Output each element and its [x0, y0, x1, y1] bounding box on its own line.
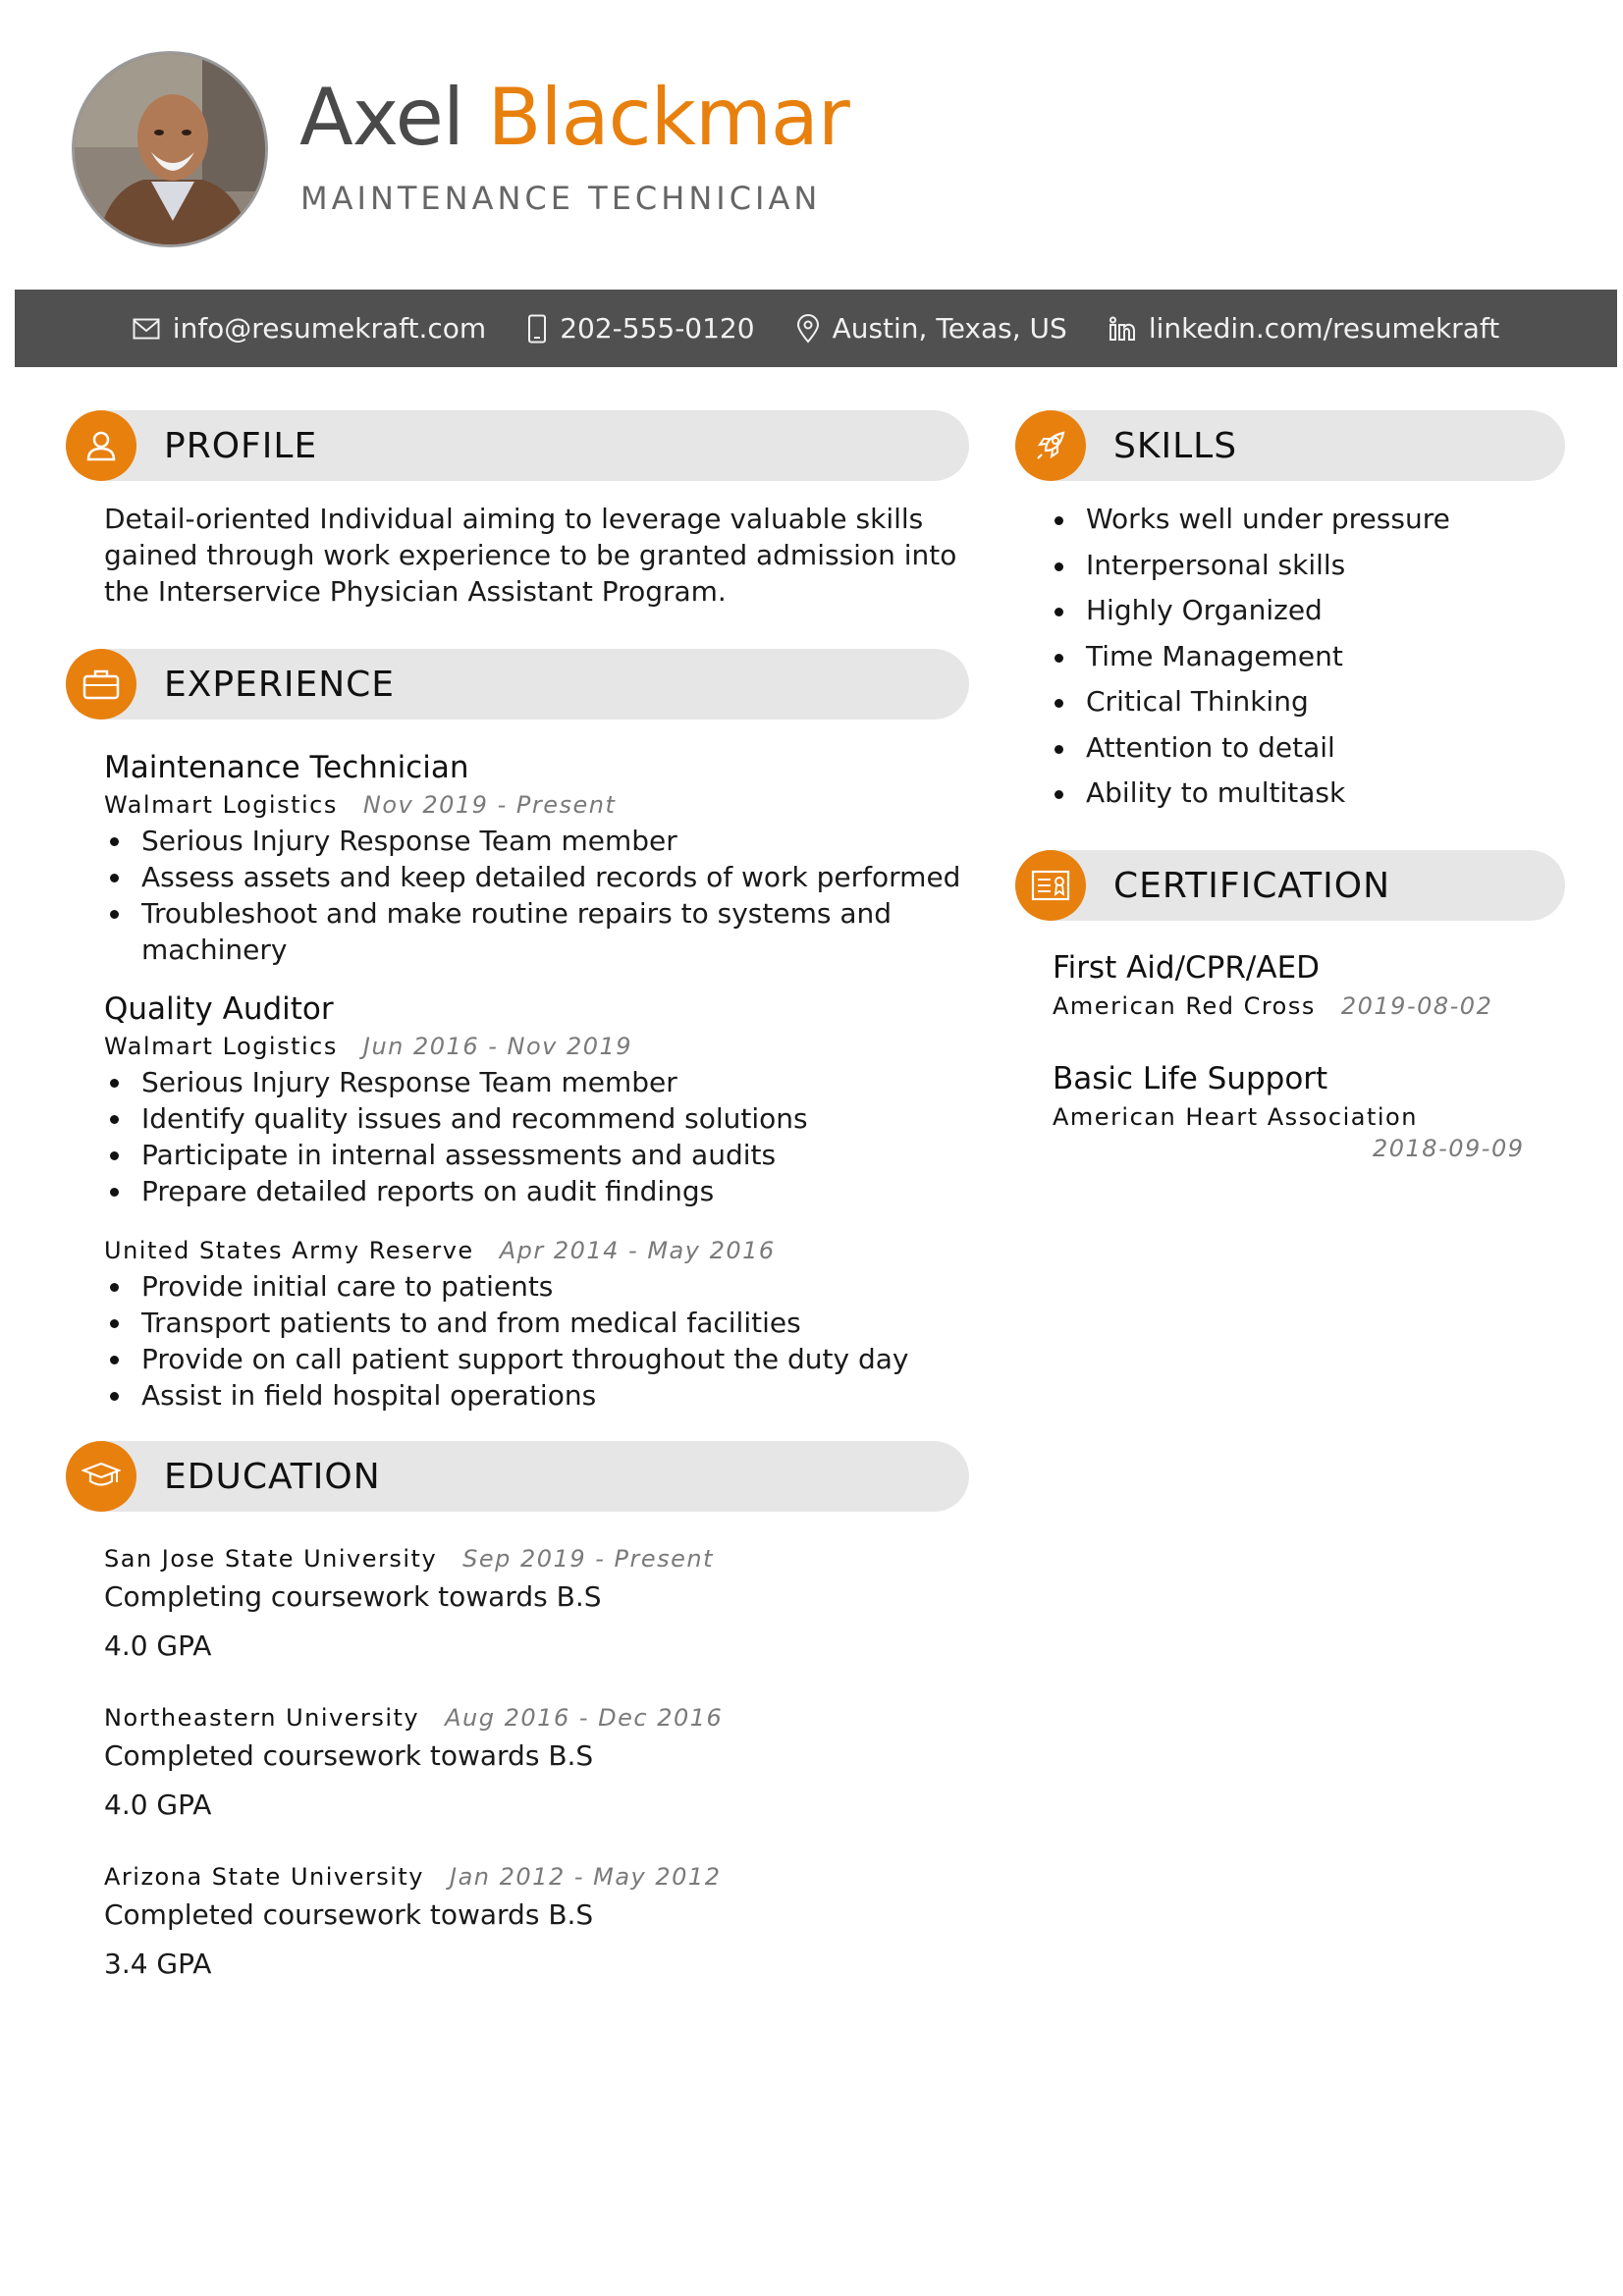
section-title: PROFILE: [164, 426, 318, 466]
section-title: CERTIFICATION: [1113, 866, 1391, 906]
linkedin-text: linkedin.com/resumekraft: [1148, 312, 1500, 345]
briefcase-icon: [66, 649, 136, 720]
experience-section-header: [66, 649, 969, 720]
list-item: Highly Organized: [1049, 588, 1559, 634]
job-title: Maintenance Technician: [104, 750, 469, 785]
certification-name: Basic Life Support: [1053, 1061, 1328, 1096]
linkedin-icon: [1109, 316, 1136, 342]
school-gpa: 3.4 GPA: [104, 1948, 212, 1980]
job-org-line: [104, 1033, 632, 1060]
education-section-header: [66, 1441, 969, 1512]
certification-issuer: American Heart Association: [1053, 1103, 1418, 1131]
contact-bar: [15, 290, 1617, 367]
profile-photo: [72, 51, 268, 247]
job-duties: [104, 823, 968, 968]
graduation-cap-icon: [66, 1441, 136, 1512]
contact-linkedin[interactable]: [1109, 312, 1499, 345]
list-item: Identify quality issues and recommend solutions: [104, 1100, 968, 1137]
school-line: [104, 1545, 714, 1573]
certification-date: 2019-08-02: [1340, 992, 1493, 1020]
phone-text: 202-555-0120: [560, 312, 755, 345]
job-dates: Apr 2014 - May 2016: [499, 1237, 776, 1264]
list-item: Participate in internal assessments and audits: [104, 1137, 968, 1173]
job-org-line: [104, 791, 616, 819]
list-item: Provide initial care to patients: [104, 1268, 968, 1305]
school-name: Northeastern University: [104, 1704, 420, 1732]
certification-date: 2018-09-09: [1373, 1135, 1525, 1162]
list-item: Provide on call patient support throughout the duty day: [104, 1341, 968, 1377]
school-dates: Aug 2016 - Dec 2016: [445, 1704, 724, 1732]
candidate-name: [299, 72, 849, 163]
skills-section-header: [1015, 410, 1565, 481]
job-employer: Walmart Logistics: [104, 791, 338, 819]
certification-org-line: [1053, 992, 1492, 1020]
first-name: Axel: [299, 72, 464, 163]
map-pin-icon: [796, 314, 820, 344]
contact-location: [796, 312, 1067, 345]
list-item: Interpersonal skills: [1049, 543, 1559, 589]
school-name: San Jose State University: [104, 1545, 438, 1573]
list-item: Serious Injury Response Team member: [104, 823, 968, 859]
job-duties: [104, 1268, 968, 1414]
school-description: Completed coursework towards B.S: [104, 1898, 594, 1931]
list-item: Assist in field hospital operations: [104, 1377, 968, 1414]
location-text: Austin, Texas, US: [832, 312, 1067, 345]
email-text: info@resumekraft.com: [172, 312, 487, 345]
contact-email[interactable]: [133, 312, 486, 345]
school-description: Completed coursework towards B.S: [104, 1739, 594, 1772]
certification-issuer-line: [1053, 1103, 1418, 1131]
envelope-icon: [133, 318, 160, 340]
school-gpa: 4.0 GPA: [104, 1629, 212, 1662]
list-item: Critical Thinking: [1049, 679, 1559, 725]
phone-icon: [527, 314, 547, 344]
school-line: [104, 1704, 723, 1732]
list-item: Serious Injury Response Team member: [104, 1064, 968, 1100]
certification-issuer: American Red Cross: [1053, 992, 1316, 1020]
list-item: Prepare detailed reports on audit findings: [104, 1173, 968, 1209]
job-role: MAINTENANCE TECHNICIAN: [300, 180, 822, 217]
profile-section-header: [66, 410, 969, 481]
list-item: Works well under pressure: [1049, 497, 1559, 543]
school-description: Completing coursework towards B.S: [104, 1580, 602, 1613]
list-item: Attention to detail: [1049, 725, 1559, 772]
last-name: Blackmar: [487, 72, 849, 163]
job-org-line: [104, 1237, 776, 1264]
list-item: Ability to multitask: [1049, 771, 1559, 817]
school-gpa: 4.0 GPA: [104, 1789, 212, 1821]
certification-section-header: [1015, 850, 1565, 921]
job-title: Quality Auditor: [104, 991, 334, 1027]
contact-phone[interactable]: [527, 312, 754, 345]
school-name: Arizona State University: [104, 1863, 425, 1891]
certification-date-line: [1373, 1135, 1524, 1162]
school-line: [104, 1863, 721, 1891]
school-dates: Sep 2019 - Present: [462, 1545, 715, 1573]
job-employer: Walmart Logistics: [104, 1033, 338, 1060]
list-item: Troubleshoot and make routine repairs to systems and machinery: [104, 895, 968, 968]
certification-name: First Aid/CPR/AED: [1053, 950, 1321, 986]
rocket-icon: [1015, 410, 1086, 481]
job-dates: Nov 2019 - Present: [362, 791, 617, 819]
section-title: SKILLS: [1113, 426, 1238, 466]
section-title: EXPERIENCE: [164, 665, 396, 705]
list-item: Transport patients to and from medical facilities: [104, 1305, 968, 1341]
profile-summary: Detail-oriented Individual aiming to leverage valuable skills gained through work experience to be granted admission into the Interservice Physician Assistant Program.: [104, 503, 957, 608]
skills-list: [1049, 497, 1559, 817]
certificate-icon: [1015, 850, 1086, 921]
section-title: EDUCATION: [164, 1457, 381, 1497]
job-employer: United States Army Reserve: [104, 1237, 474, 1264]
list-item: Time Management: [1049, 634, 1559, 680]
user-icon: [66, 410, 136, 481]
resume-header: [0, 0, 1623, 285]
list-item: Assess assets and keep detailed records of work performed: [104, 859, 968, 895]
job-duties: [104, 1064, 968, 1209]
job-dates: Jun 2016 - Nov 2019: [362, 1033, 633, 1060]
school-dates: Jan 2012 - May 2012: [450, 1863, 722, 1891]
